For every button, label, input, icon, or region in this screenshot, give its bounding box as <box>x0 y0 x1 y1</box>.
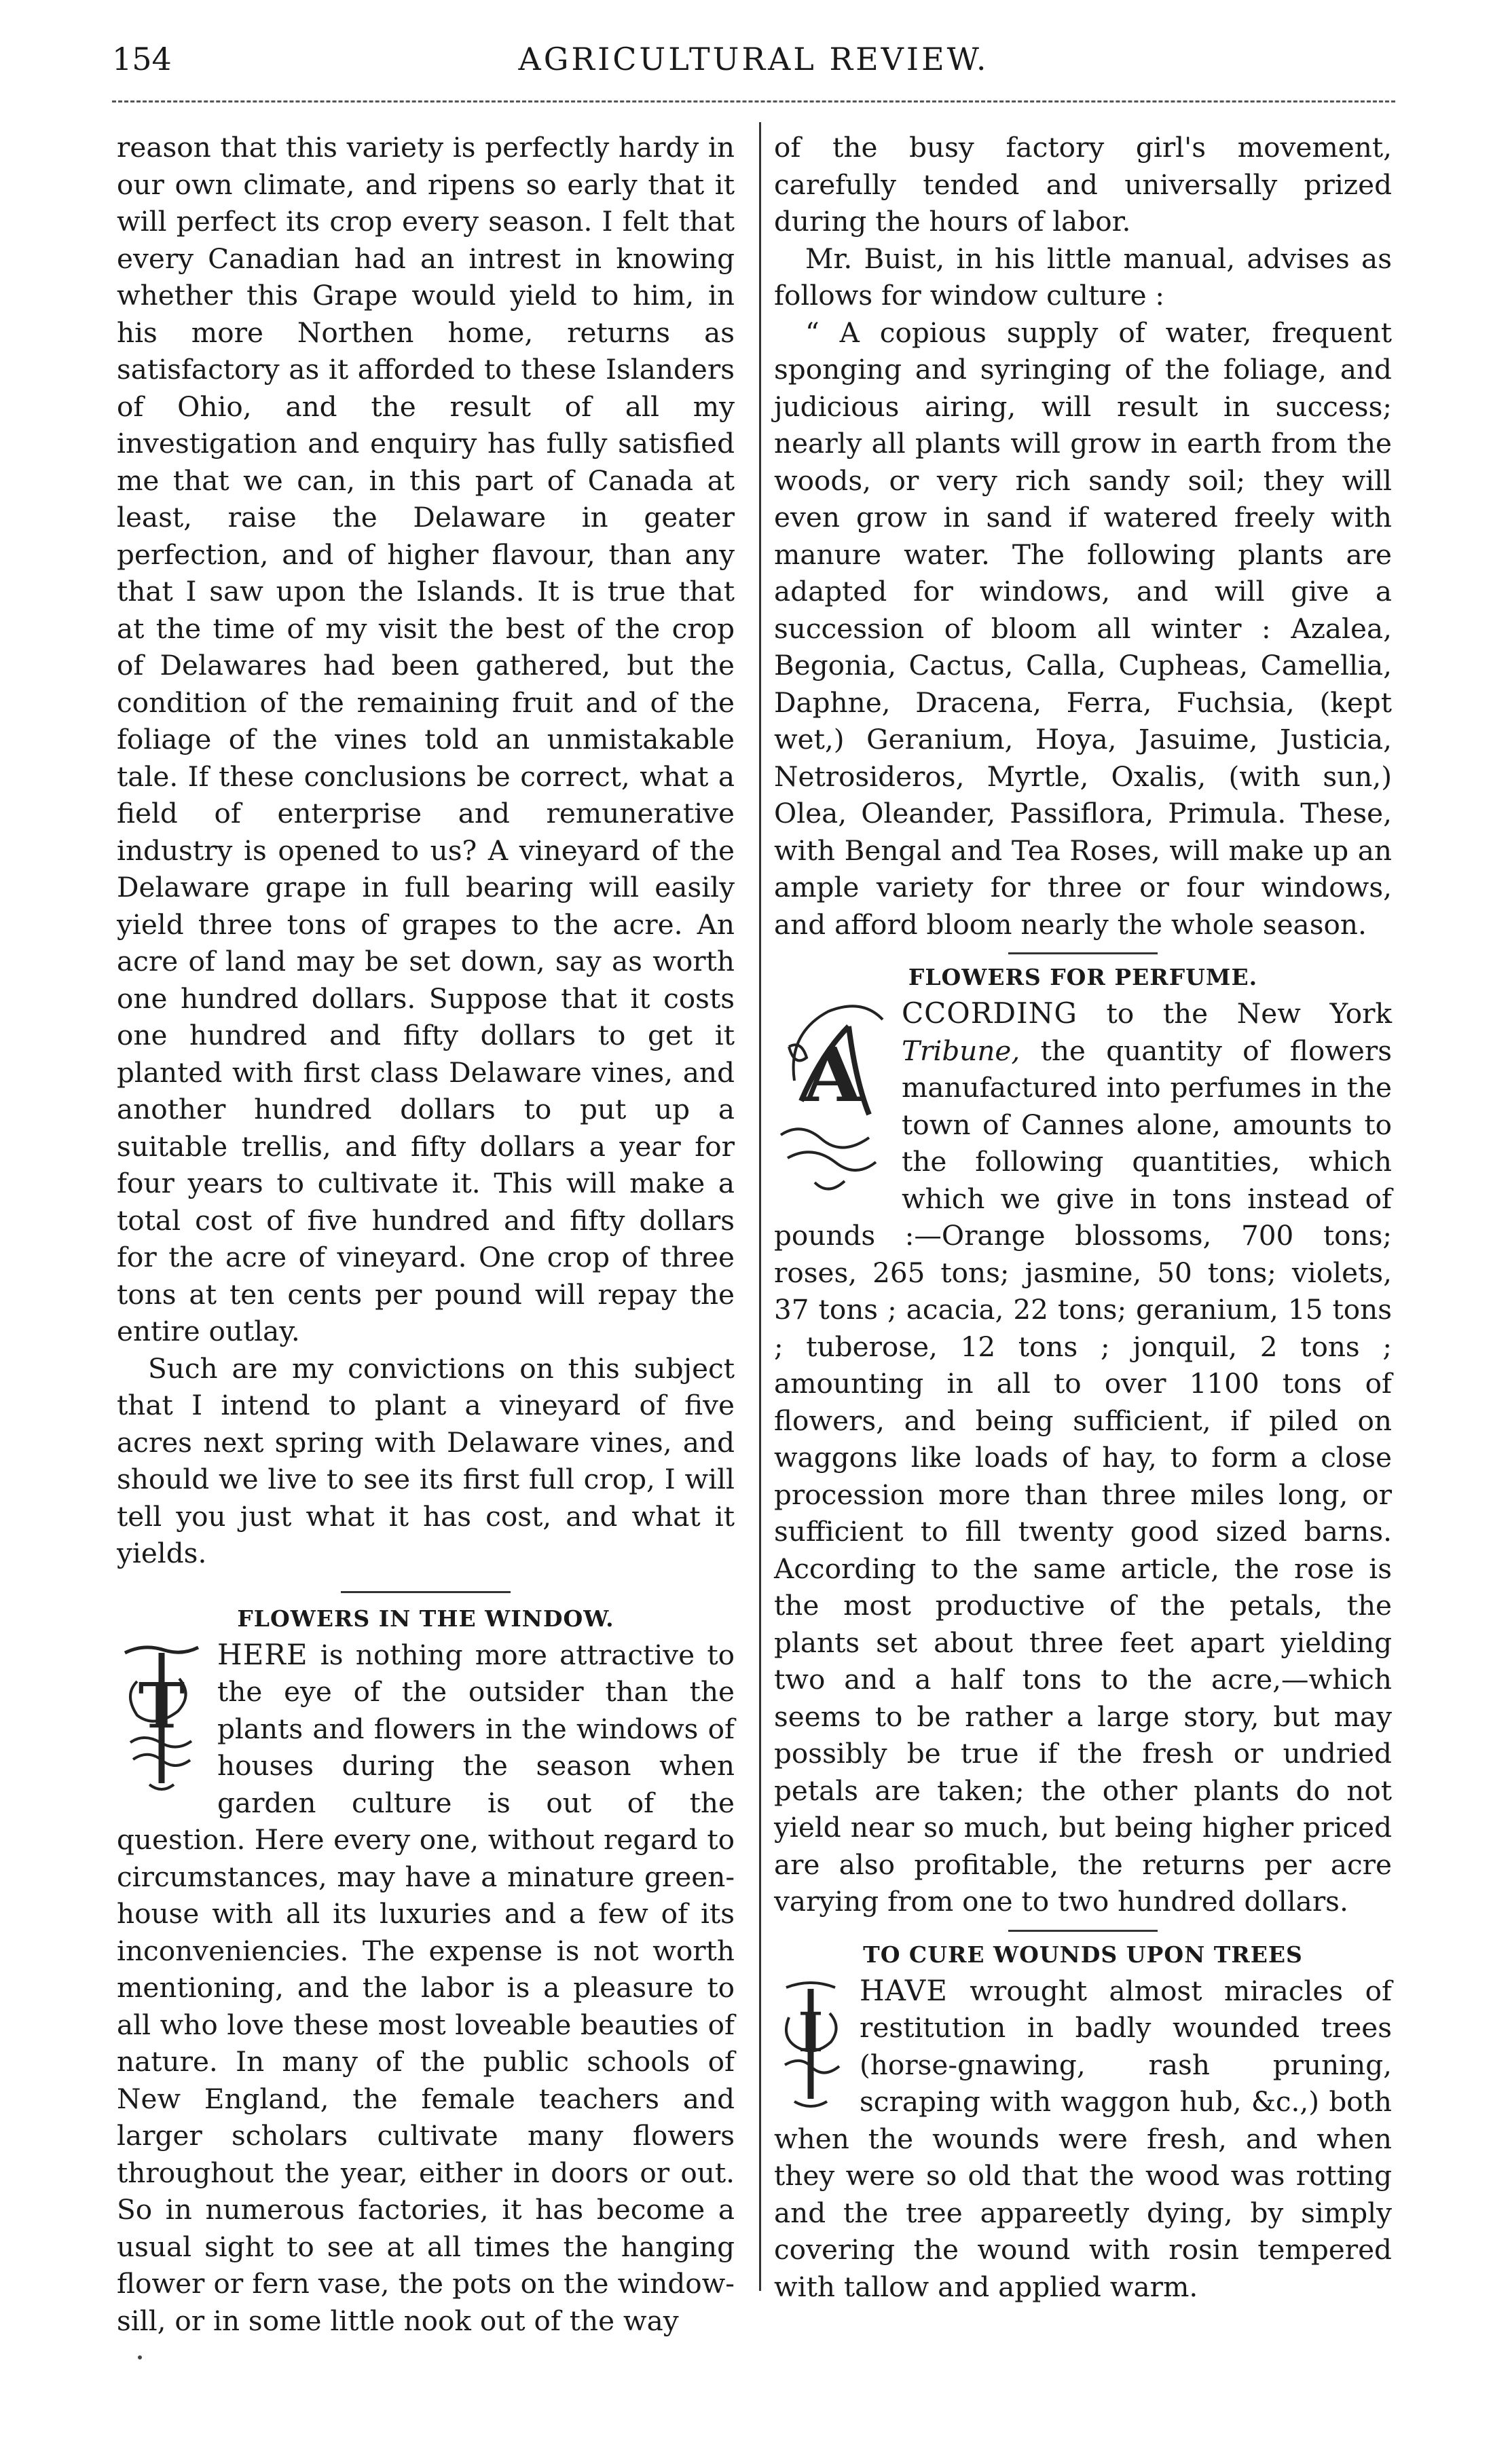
running-head: AGRICULTURAL REVIEW. <box>518 41 989 77</box>
flowers-window-lead: HERE <box>217 1637 308 1671</box>
page-header <box>112 41 1395 88</box>
ornamental-t-dropcap-icon <box>117 1641 205 1795</box>
flowers-window-text: is nothing more attractive to the eye of the outsider than the plants and flowers in the windows of houses during the season when garden culture is out of the question. Here every one, without regard to circumstances, may have a minature green-house with all its luxuries and a few of its inconveniencies. The expense is not worth mentioning, and the labor is a pleasure to all who love these most loveable beauties of nature. In many of the public schools of New England, the female teachers and larger scholars cultivate many flowers throughout the year, either in doors or out. So in numerous factories, it has become a usual sight to see at all times the hanging flower or fern vase, the pots on the window-sill, or in some little nook out of the way <box>117 1638 735 2337</box>
stray-ink-mark <box>138 2355 142 2359</box>
header-rule <box>112 100 1395 102</box>
page-number: 154 <box>112 41 172 77</box>
buist-paragraph: Mr. Buist, in his little manual, advises as follows for window culture : <box>774 242 1392 312</box>
flowers-perfume-heading: FLOWERS FOR PERFUME. <box>908 964 1258 990</box>
right-column <box>774 129 1392 2305</box>
cure-wounds-heading: TO CURE WOUNDS UPON TREES <box>863 1941 1303 1968</box>
cure-wounds-body <box>774 1973 1392 2306</box>
cure-wounds-lead: HAVE <box>860 1973 948 2007</box>
svg-text:T: T <box>138 1668 185 1742</box>
tribune-title: Tribune, <box>902 1034 1020 1067</box>
flowers-perfume-lead: CCORDING <box>902 996 1078 1030</box>
svg-text:I: I <box>798 2000 824 2064</box>
grape-paragraph-1: reason that this variety is perfectly hardy in our own climate, and ripens so early that it will perfect its crop every season. I felt that every Canadian had an intrest in knowing whether this Grape would yield to him, in his more Northen home, returns as satisfactory as it afforded to these Islanders of Ohio, and the result of all my investigation and enquiry has fully satisfied me that we can, in this part of Canada at least, raise the Delaware in geater perfection, and of higher flavour, than any that I saw upon the Islands. It is true that at the time of my visit the best of the crop of Delawares had been gathered, but the condition of the remaining fruit and of the foliage of the vines told an unmistakable tale. If these conclusions be correct, what a field of enterprise and remunerative industry is opened to us? A vineyard of the Delaware grape in full bearing will easily yield three tons of grapes to the acre. An acre of land may be set down, say as worth one hundred dollars. Suppose that it costs one hundred and fifty dollars to get it planted with first class Delaware vines, and another hundred dollars to put up a suitable trellis, and fifty dollars a year for four years to cultivate it. This will make a total cost of five hundred and fifty dollars for the acre of vineyard. One crop of three tons at ten cents per pound will repay the entire outlay. <box>117 131 735 1347</box>
column-divider <box>759 122 761 2291</box>
left-column <box>117 129 735 2339</box>
ornamental-i-dropcap-icon <box>774 1977 847 2112</box>
cure-wounds-text: wrought almost miracles of restitution in badly wounded trees (horse-gnawing, rash pruning, scraping with waggon hub, &c.,) both when the wounds were fresh, and when they were so old that the wood was rotting and the tree appareetly dying, by simply covering the wound with rosin tempered with tallow and applied warm. <box>774 1974 1392 2303</box>
buist-quote: “ A copious supply of water, frequent sponging and syringing of the foliage, and judicious airing, will result in success; nearly all plants will grow in earth from the woods, or very rich sandy soil; they will even grow in sand if watered freely with manure water. The following plants are adapted for windows, and will give a succession of bloom all winter : Azalea, Begonia, Cactus, Calla, Cupheas, Camellia, Daphne, Dracena, Ferra, Fuchsia, (kept wet,) Geranium, Hoya, Jasuime, Justicia, Netrosideros, Myrtle, Oxalis, (with sun,) Olea, Oleander, Passiflora, Primula. These, with Bengal and Tea Roses, will make up an ample variety for three or four windows, and afford bloom nearly the whole season. <box>774 316 1392 941</box>
flowers-perfume-body <box>774 995 1392 1920</box>
window-continuation: of the busy factory girl's movement, carefully tended and universally prized during the hours of labor. <box>774 131 1392 238</box>
ornamental-a-dropcap-icon <box>774 999 889 1203</box>
wounds-rule <box>1008 1930 1158 1932</box>
flowers-perfume-text: the quantity of flowers manufactured into perfumes in the town of Cannes alone, amounts to the following quantities, which which we give in tons instead of pounds :—Orange blossoms, 700 tons; roses, 265 tons; jasmine, 50 tons; violets, 37 tons ; acacia, 22 tons; geranium, 15 tons ; tuberose, 12 tons ; jonquil, 2 tons ; amounting in all to over 1100 tons of flowers, and being sufficient, if piled on waggons like loads of hay, to form a close procession more than three miles long, or sufficient to fill twenty good sized barns. According to the same article, the rose is the most productive of the petals, the plants set about three feet apart yielding two and a half tons to the acre,—which seems to be rather a large story, but may possibly be true if the fresh or undried petals are taken; the other plants do not yield near so much, but being higher priced are also profitable, the returns per acre varying from one to two hundred dollars. <box>774 1034 1392 1918</box>
flowers-window-body <box>117 1637 735 2340</box>
section-rule <box>341 1591 511 1593</box>
flowers-window-heading: FLOWERS IN THE WINDOW. <box>237 1605 614 1632</box>
svg-text:A: A <box>803 1031 862 1119</box>
perfume-rule <box>1008 952 1158 954</box>
grape-paragraph-2: Such are my convictions on this subject that I intend to plant a vineyard of five acres next spring with Delaware vines, and should we live to see its first full crop, I will tell you just what it has cost, and what it yields. <box>117 1351 735 1569</box>
flowers-perfume-pre: to the New York <box>1077 997 1392 1030</box>
